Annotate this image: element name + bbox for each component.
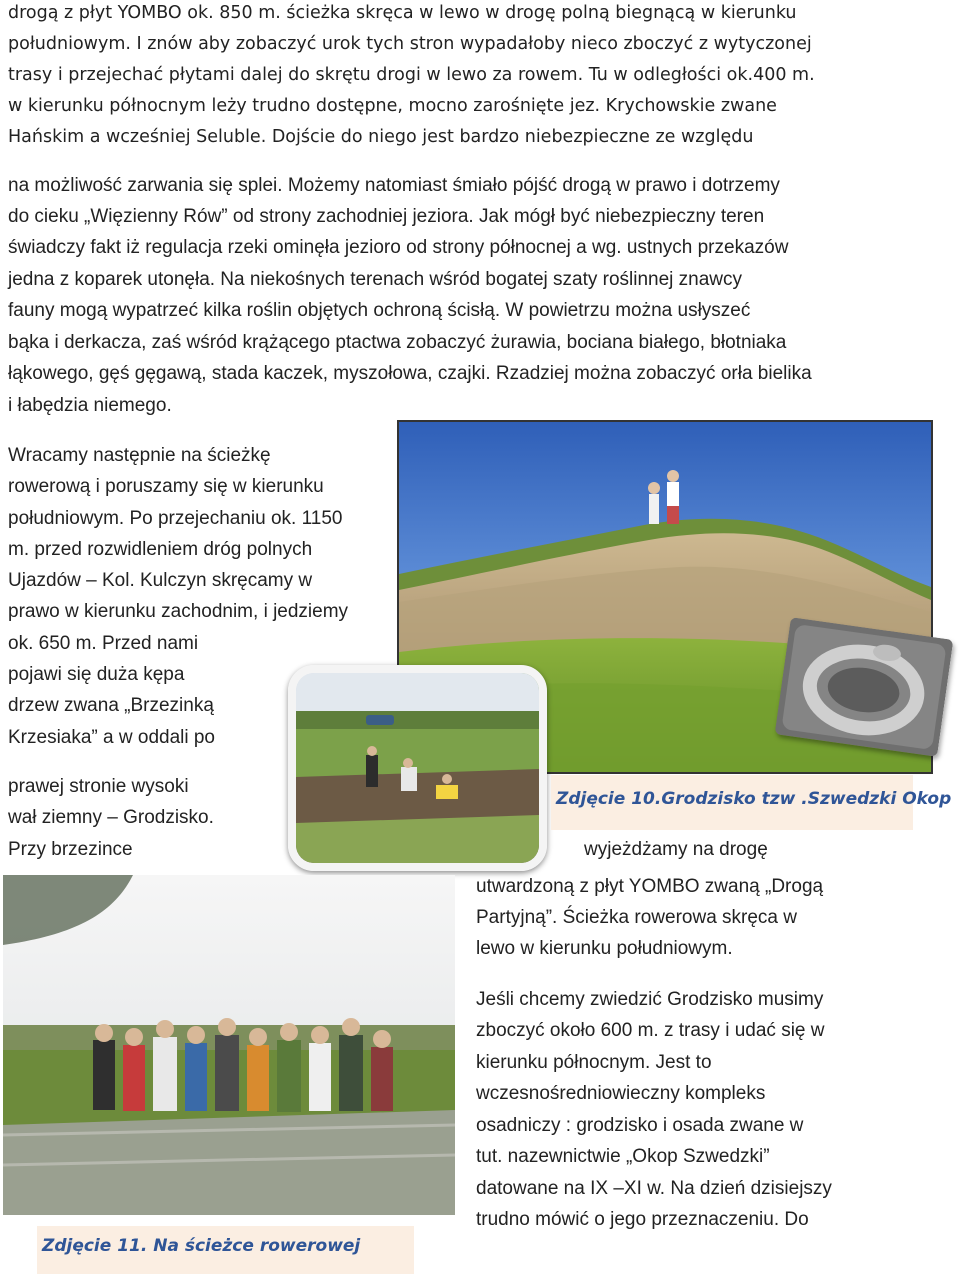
text-line: m. przed rozwidleniem dróg polnych <box>8 539 313 560</box>
excavation-photo-image <box>296 673 539 863</box>
text-line: datowane na IX –XI w. Na dzień dzisiejszy <box>476 1178 832 1199</box>
text-line: prawej stronie wysoki <box>8 776 189 797</box>
text-line: trudno mówić o jego przeznaczeniu. Do <box>476 1209 809 1230</box>
text-line: rowerową i poruszamy się w kierunku <box>8 476 324 497</box>
text-line: Partyjną”. Ścieżka rowerowa skręca w <box>476 907 797 928</box>
text-line: południowym. I znów aby zobaczyć urok tych stron wypadałoby nieco zboczyć z wytyczonej <box>8 34 812 54</box>
text-line: drogą z płyt YOMBO ok. 850 m. ścieżka skręca w lewo w drogę polną biegnącą w kierunku <box>8 3 797 23</box>
text-line: Krzesiaka” a w oddali po <box>8 727 215 748</box>
text-line: na możliwość zarwania się splei. Możemy natomiast śmiało pójść drogą w prawo i dotrzemy <box>8 175 780 196</box>
text-line: Jeśli chcemy zwiedzić Grodzisko musimy <box>476 989 824 1010</box>
text-line: wał ziemny – Grodzisko. <box>8 807 214 828</box>
text-line: Ujazdów – Kol. Kulczyn skręcamy w <box>8 570 313 591</box>
pottery-photo-image <box>775 617 954 757</box>
caption-photo10: Zdjęcie 10.Grodzisko tzw .Szwedzki Okop <box>556 789 952 809</box>
text-line: świadczy fakt iż regulacja rzeki ominęła jezioro od strony północnej a wg. ustnych przekazów <box>8 237 789 258</box>
text-line: bąka i derkacza, zaś wśród krążącego ptactwa zobaczyć żurawia, bociana białego, błotniaka <box>8 332 787 353</box>
text-line: Wracamy następnie na ścieżkę <box>8 445 271 466</box>
text-line: kierunku północnym. Jest to <box>476 1052 712 1073</box>
text-line: jedna z koparek utonęła. Na niekośnych terenach wśród bogatej szaty roślinnej znawcy <box>8 269 743 290</box>
text-line: utwardzoną z płyt YOMBO zwaną „Drogą <box>476 876 824 897</box>
text-line: ok. 650 m. Przed nami <box>8 633 199 654</box>
text-line: pojawi się duża kępa <box>8 664 185 685</box>
text-line: wczesnośredniowieczny kompleks <box>476 1083 766 1104</box>
text-line: wyjeżdżamy na drogę <box>584 839 768 860</box>
text-line: Przy brzezince <box>8 839 133 860</box>
text-line: lewo w kierunku południowym. <box>476 938 733 959</box>
text-line: południowym. Po przejechaniu ok. 1150 <box>8 508 343 529</box>
text-line: zboczyć około 600 m. z trasy i udać się w <box>476 1020 825 1041</box>
text-line: trasy i przejechać płytami dalej do skrętu drogi w lewo za rowem. Tu w odległości ok.400 m. <box>8 65 815 85</box>
excavation-photo <box>288 665 547 871</box>
text-line: i łabędzia niemego. <box>8 395 172 416</box>
text-line: łąkowego, gęś gęgawą, stada kaczek, myszołowa, czajki. Rzadziej można zobaczyć orła bielika <box>8 363 812 384</box>
text-line: fauny mogą wypatrzeć kilka roślin objętych ochroną ścisłą. W powietrzu można usłyszeć <box>8 300 751 321</box>
pottery-photo <box>775 617 954 757</box>
text-line: osadniczy : grodzisko i osada zwane w <box>476 1115 804 1136</box>
text-line: w kierunku północnym leży trudno dostępne, mocno zarośnięte jez. Krychowskie zwane <box>8 96 777 116</box>
text-line: Hańskim a wcześniej Seluble. Dojście do niego jest bardzo niebezpieczne ze względu <box>8 127 754 147</box>
group-photo-image <box>3 875 455 1215</box>
text-line: drzew zwana „Brzezinką <box>8 695 214 716</box>
caption-photo11: Zdjęcie 11. Na ścieżce rowerowej <box>42 1236 361 1256</box>
text-line: do cieku „Więzienny Rów” od strony zachodniej jeziora. Jak mógł być niebezpieczny teren <box>8 206 765 227</box>
text-line: tut. nazewnictwie „Okop Szwedzki” <box>476 1146 770 1167</box>
group-photo <box>3 875 455 1215</box>
text-line: prawo w kierunku zachodnim, i jedziemy <box>8 601 349 622</box>
